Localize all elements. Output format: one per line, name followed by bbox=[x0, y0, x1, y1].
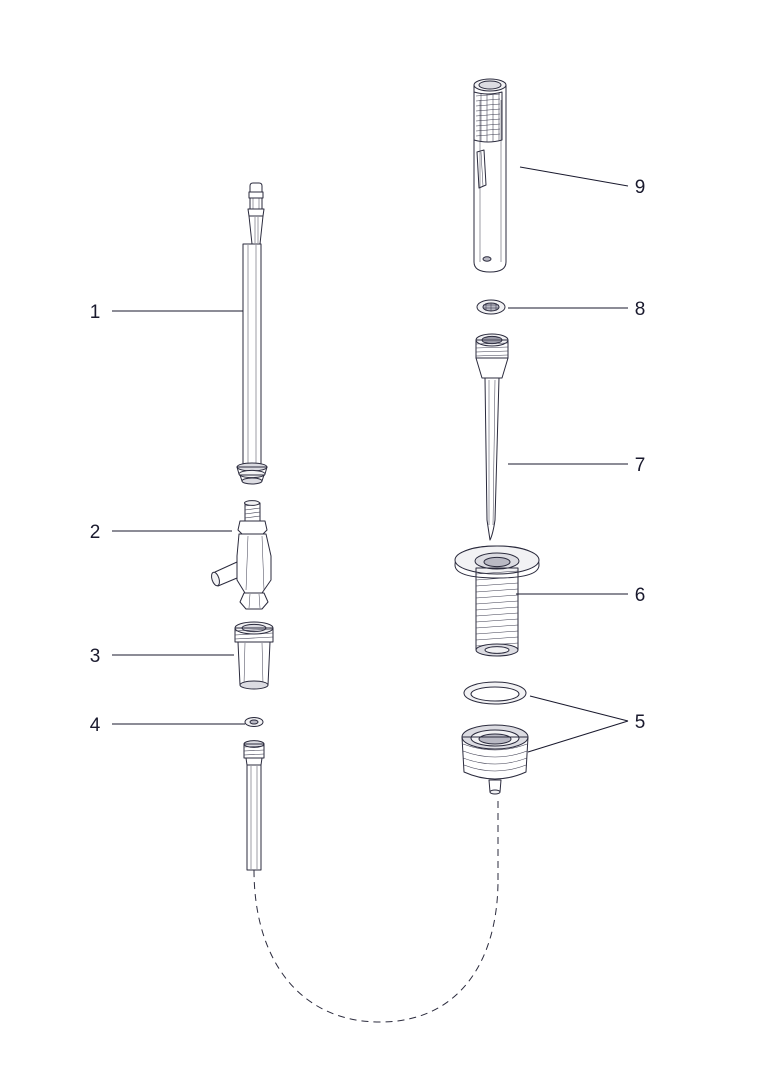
inlet-tube-and-hose bbox=[244, 741, 498, 1022]
spray-grip-texture bbox=[474, 92, 502, 142]
callout-label-2: 2 bbox=[89, 522, 101, 543]
part-9-handheld-spray-head bbox=[474, 79, 506, 272]
callout-labels bbox=[90, 177, 646, 736]
callout-label-3: 3 bbox=[89, 646, 101, 667]
part-4-small-washer bbox=[245, 718, 263, 727]
callout-label-6: 6 bbox=[634, 585, 646, 606]
callout-lines bbox=[112, 167, 628, 752]
callout-label-5: 5 bbox=[634, 712, 646, 733]
part-8-filter-washer bbox=[477, 300, 505, 314]
callout-label-8: 8 bbox=[634, 299, 646, 320]
part-5-o-ring-and-mounting-nut bbox=[462, 682, 528, 794]
part-1-riser-tube-assembly bbox=[237, 183, 267, 484]
callout-label-9: 9 bbox=[634, 177, 646, 198]
part-7-hose-connector-tube bbox=[476, 334, 508, 540]
shank-thread-hatch bbox=[476, 571, 518, 646]
part-6-deck-flange-with-shank bbox=[455, 546, 539, 656]
callout-label-7: 7 bbox=[634, 455, 646, 476]
part-3-threaded-coupling-nut bbox=[235, 622, 273, 689]
part-2-elbow-valve-body bbox=[210, 501, 271, 609]
callout-label-4: 4 bbox=[89, 715, 101, 736]
callout-label-1: 1 bbox=[89, 302, 101, 323]
